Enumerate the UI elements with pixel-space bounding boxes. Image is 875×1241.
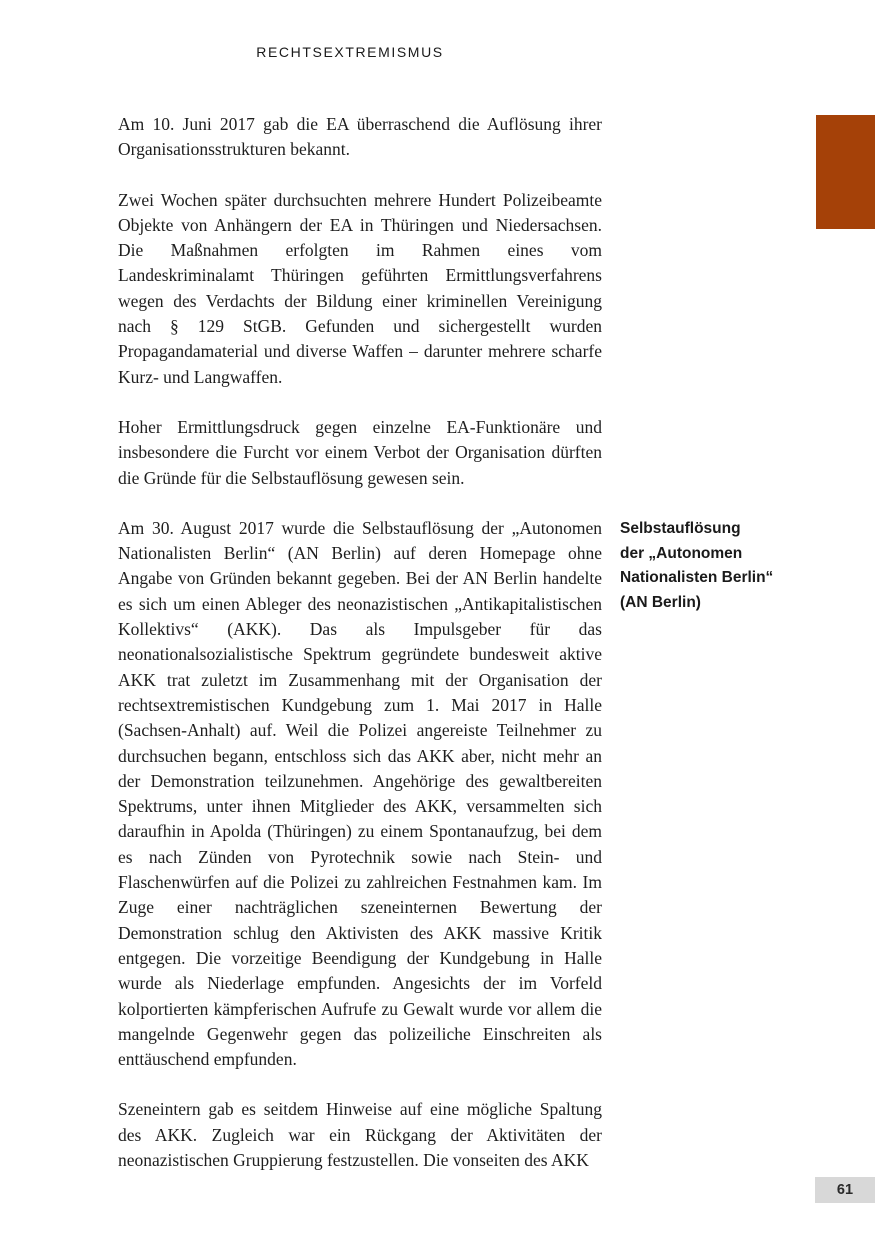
paragraph: Am 30. August 2017 wurde die Selbstauflösung der „Autonomen Nationalisten Berlin“ (AN Berlin) auf deren Homepage ohne Angabe von Gründen bekannt gegeben. Bei der AN Berlin handelte es sich um einen Ableger des neonazistischen „Antikapitalistischen Kollektivs“ (AKK). Das als Impulsgeber für das neonationalsozialistische Spektrum gegründete bundesweit aktive AKK trat zuletzt im Zusammenhang mit der Organisation der rechtsextremistischen Kundgebung zum 1. Mai 2017 in Halle (Sachsen-Anhalt) auf. Weil die Polizei angereiste Teilnehmer zu durchsuchen begann, entschloss sich das AKK aber, nicht mehr an der Demonstration teilzunehmen. Angehörige des gewaltbereiten Spektrums, unter ihnen Mitglieder des AKK, versammelten sich daraufhin in Apolda (Thüringen) zu einem Spontanaufzug, bei dem es nach Zünden von Pyrotechnik sowie nach Stein- und Flaschenwürfen auf die Polizei zu zahlreichen Festnahmen kam. Im Zuge einer nachträglichen szeneinternen Bewertung der Demonstration schlug den Aktivisten des AKK massive Kritik entgegen. Die vorzeitige Beendigung der Kundgebung in Halle wurde als Niederlage empfunden. Angesichts der im Vorfeld kolportierten kämpferischen Aufrufe zu Gewalt wurde vor allem die mangelnde Gegenwehr gegen das polizeiliche Einschreiten als enttäuschend empfunden. (118, 517, 602, 1070)
body-text (118, 112, 602, 1173)
paragraph: Zwei Wochen später durchsuchten mehrere Hundert Polizeibeamte Objekte von Anhängern der EA in Thüringen und Niedersachsen. Die Maßnahmen erfolgten im Rahmen eines vom Landeskriminalamt Thüringen geführten Ermittlungsverfahrens wegen des Verdachts der Bildung einer kriminellen Vereinigung nach § 129 StGB. Gefunden und sichergestellt wurden Propagandamaterial und diverse Waffen – darunter mehrere scharfe Kurz- und Langwaffen. (118, 189, 602, 387)
chapter-color-tab (816, 115, 875, 229)
margin-note-line: der „Autonomen (620, 544, 743, 562)
margin-note-line: Nationalisten Berlin“ (620, 569, 774, 586)
paragraph: Szeneintern gab es seitdem Hinweise auf eine mögliche Spaltung des AKK. Zugleich war ein Rückgang der Aktivitäten der neonazistischen Gruppierung festzustellen. Die vonseiten des AKK (118, 1099, 602, 1170)
margin-note-line: Selbstauflösung (620, 520, 741, 537)
page-header: RECHTSEXTREMISMUS (256, 44, 444, 60)
page-number-box (815, 1177, 875, 1203)
paragraph: Am 10. Juni 2017 gab die EA überraschend die Auflösung ihrer Organisationsstrukturen bekannt. (118, 114, 602, 160)
paragraph: Hoher Ermittlungsdruck gegen einzelne EA-Funktionäre und insbesondere die Furcht vor einem Verbot der Organisation dürften die Gründe für die Selbstauflösung gewesen sein. (118, 416, 602, 488)
margin-note-line: (AN Berlin) (620, 593, 701, 611)
page-number: 61 (836, 1182, 854, 1198)
margin-note (620, 517, 835, 615)
